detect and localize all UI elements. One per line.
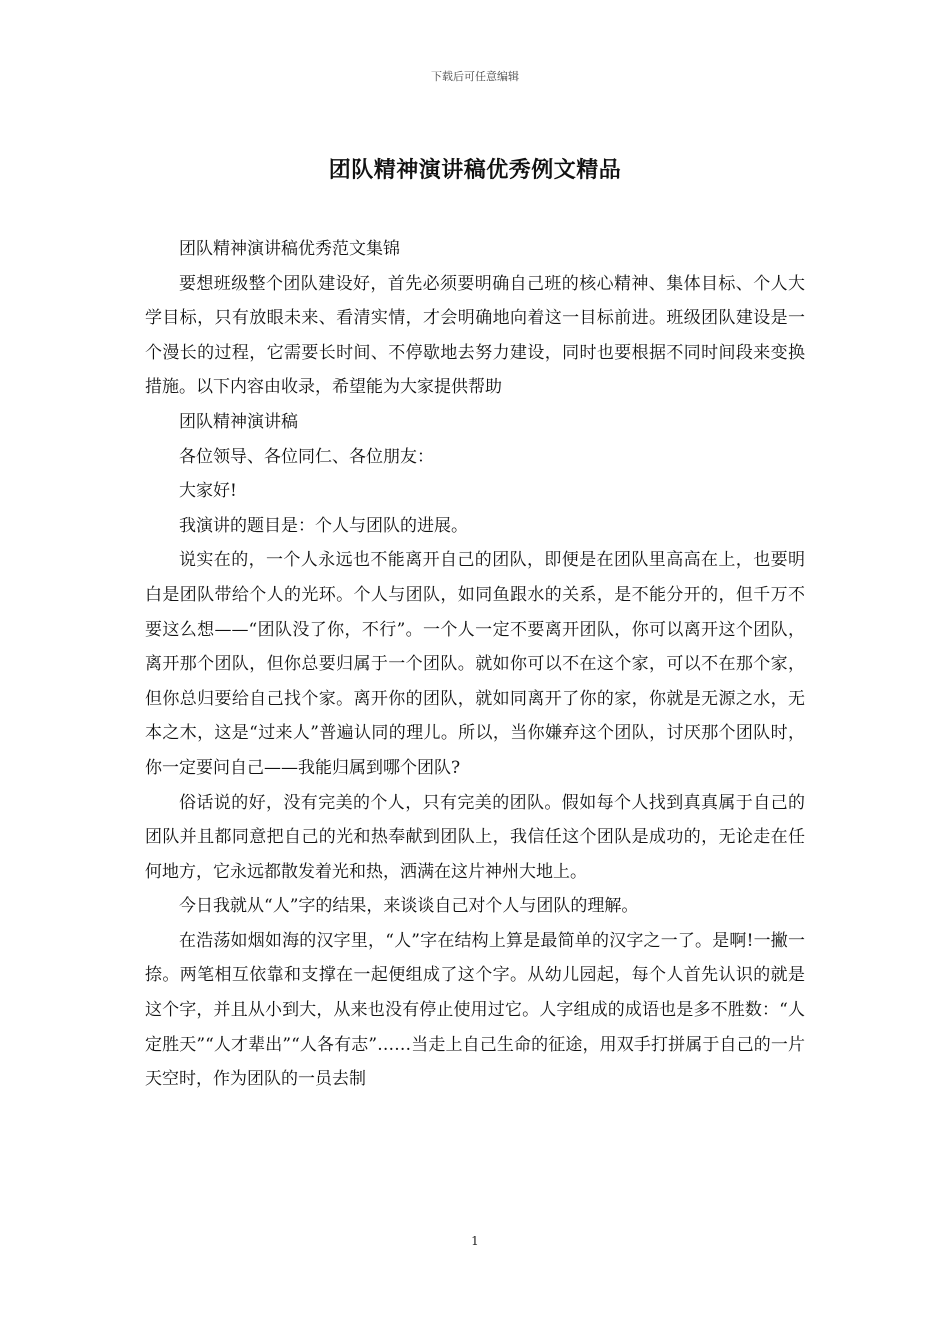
paragraph-salutation: 各位领导、各位同仁、各位朋友： [179,446,434,467]
paragraph-greeting: 大家好! [179,481,237,502]
page-number: 1 [471,1234,479,1248]
paragraph-body: 说实在的，一个人永远也不能离开自己的团队，即便是在团队里高高在上，也要明白是团队带给个人的光环。个人与团队，如同鱼跟水的关系，是不能分开的，但千万不要这么想——“团队没了你，不行”。一个人一定不要离开团队，你可以离开这个团队，离开那个团队，但你总要归属于一个团队。就如你可以不在这个家，可以不在那个家，但你总归要给自己找个家。离开你的团队，就如同离开了你的家，你就是无源之水，无本之木，这是“过来人”普遍认同的理儿。所以，当你嫌弃这个团队，讨厌那个团队时，你一定要问自己——我能归属到哪个团队? [145,550,805,778]
paragraph-subtitle: 团队精神演讲稿优秀范文集锦 [179,239,400,259]
paragraph-body: 今日我就从“人”字的结果，来谈谈自己对个人与团队的理解。 [179,896,639,917]
paragraph-topic: 我演讲的题目是：个人与团队的进展。 [179,515,468,536]
document-title: 团队精神演讲稿优秀例文精品 [328,157,622,183]
document-body [145,232,805,1097]
paragraph-body: 在浩荡如烟如海的汉字里，“人”字在结构上算是最简单的汉字之一了。是啊!一撇一捺。两笔相互依靠和支撑在一起便组成了这个字。从幼儿园起，每个人首先认识的就是这个字，并且从小到大，从来也没有停止使用过它。人字组成的成语也是多不胜数：“人定胜天”“人才辈出”“人各有志”……当走上自己生命的征途，用双手打拼属于自己的一片天空时，作为团队的一员去制 [145,930,805,1090]
paragraph-body: 俗话说的好，没有完美的个人，只有完美的团队。假如每个人找到真真属于自己的团队并且都同意把自己的光和热奉献到团队上，我信任这个团队是成功的，无论走在任何地方，它永远都散发着光和热，洒满在这片神州大地上。 [145,792,805,882]
page-header-note: 下载后可任意编辑 [431,70,519,83]
paragraph-intro: 要想班级整个团队建设好，首先必须要明确自己班的核心精神、集体目标、个人大学目标，只有放眼未来、看清实情，才会明确地向着这一目标前进。班级团队建设是一个漫长的过程，它需要长时间、不停歇地去努力建设，同时也要根据不同时间段来变换措施。以下内容由收录，希望能为大家提供帮助 [145,273,805,398]
paragraph-speech-heading: 团队精神演讲稿 [179,411,298,432]
